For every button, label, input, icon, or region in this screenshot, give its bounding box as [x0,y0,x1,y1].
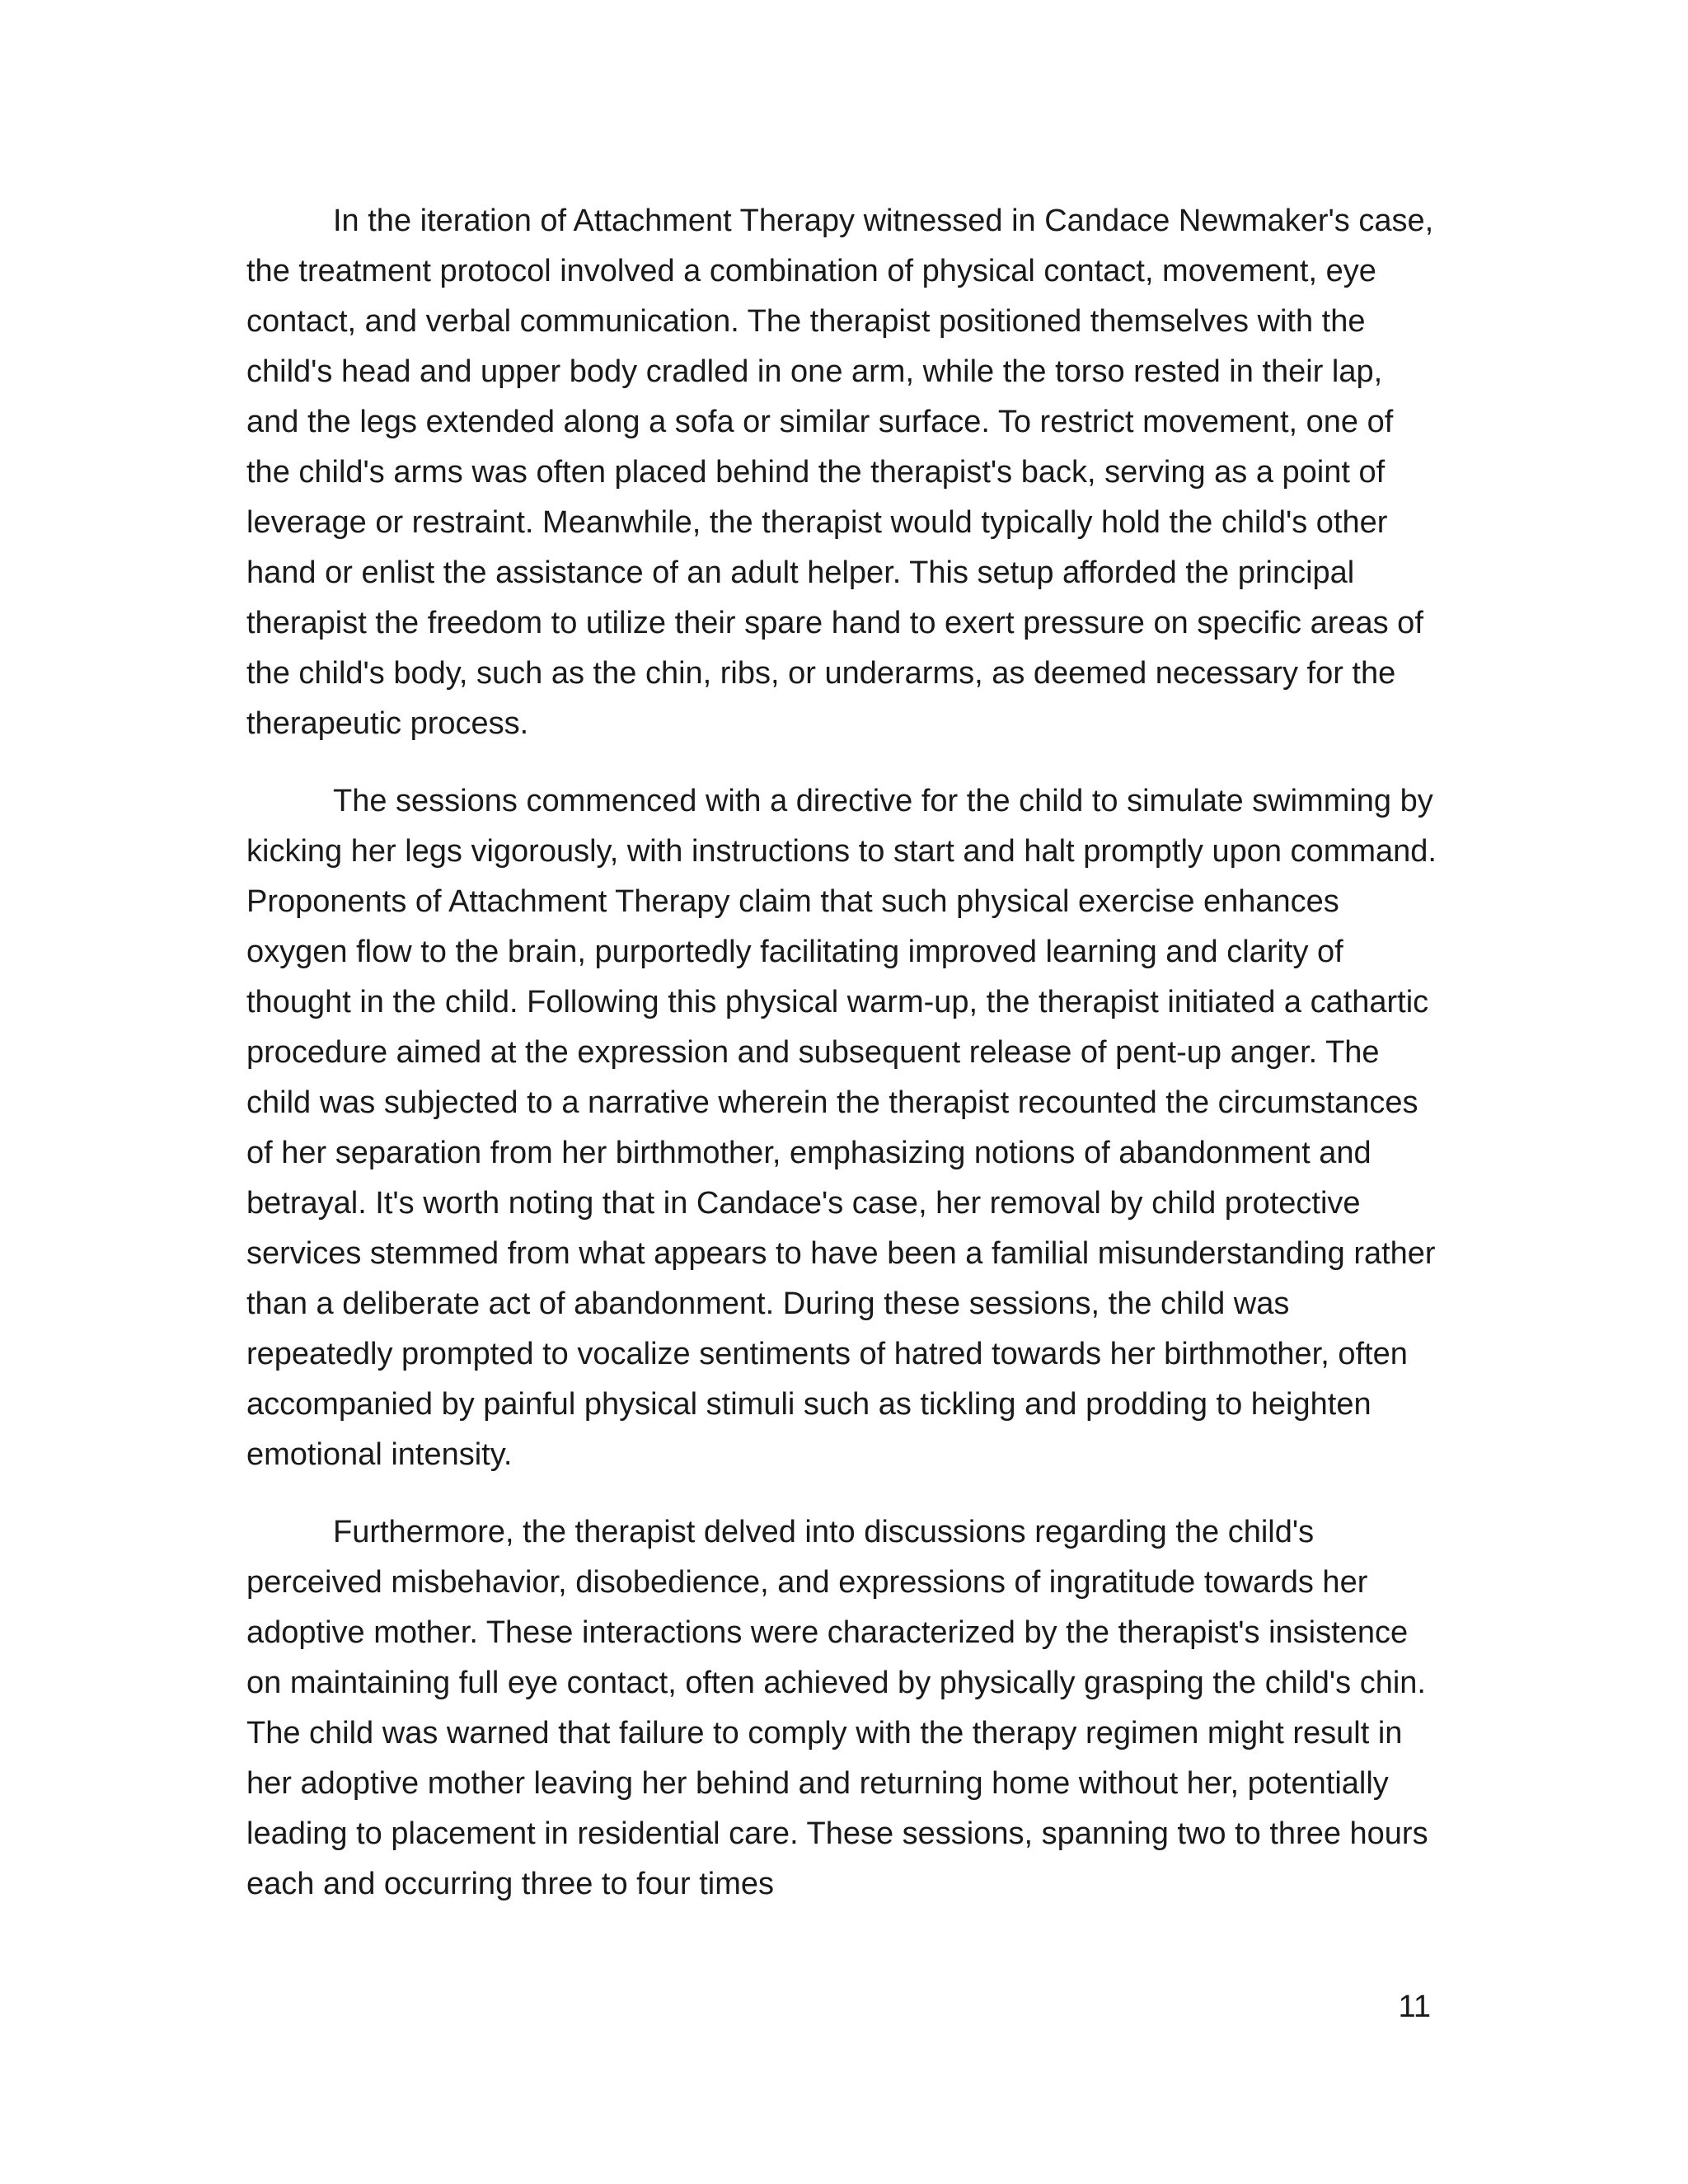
paragraph-2: The sessions commenced with a directive for the child to simulate swimming by kicking her legs vigorously, with instructions to start and halt promptly upon command. Proponents of Attachment Therapy claim that such physical exercise enhances oxygen flow to the brain, purportedly facilitating improved learning and clarity of thought in the child. Following this physical warm-up, the therapist initiated a cathartic procedure aimed at the expression and subsequent release of pent-up anger. The child was subjected to a narrative wherein the therapist recounted the circumstances of her separation from her birthmother, emphasizing notions of abandonment and betrayal. It's worth noting that in Candace's case, her removal by child protective services stemmed from what appears to have been a familial misunderstanding rather than a deliberate act of abandonment. During these sessions, the child was repeatedly prompted to vocalize sentiments of hatred towards her birthmother, often accompanied by painful physical stimuli such as tickling and prodding to heighten emotional intensity. [246,784,1437,1472]
paragraph-1: In the iteration of Attachment Therapy witnessed in Candace Newmaker's case, the treatment protocol involved a combination of physical contact, movement, eye contact, and verbal communication. The therapist positioned themselves with the child's head and upper body cradled in one arm, while the torso rested in their lap, and the legs extended along a sofa or similar surface. To restrict movement, one of the child's arms was often placed behind the therapist's back, serving as a point of leverage or restraint. Meanwhile, the therapist would typically hold the child's other hand or enlist the assistance of an adult helper. This setup afforded the principal therapist the freedom to utilize their spare hand to exert pressure on specific areas of the child's body, such as the chin, ribs, or underarms, as deemed necessary for the therapeutic process. [246,204,1434,741]
page-number: 11 [1398,1990,1431,2024]
body-text [246,196,1443,1937]
paragraph-3: Furthermore, the therapist delved into discussions regarding the child's perceived misbehavior, disobedience, and expressions of ingratitude towards her adoptive mother. These interactions were characterized by the therapist's insistence on maintaining full eye contact, often achieved by physically grasping the child's chin. The child was warned that failure to comply with the therapy regimen might result in her adoptive mother leaving her behind and returning home without her, potentially leading to placement in residential care. These sessions, spanning two to three hours each and occurring three to four times [246,1515,1428,1901]
